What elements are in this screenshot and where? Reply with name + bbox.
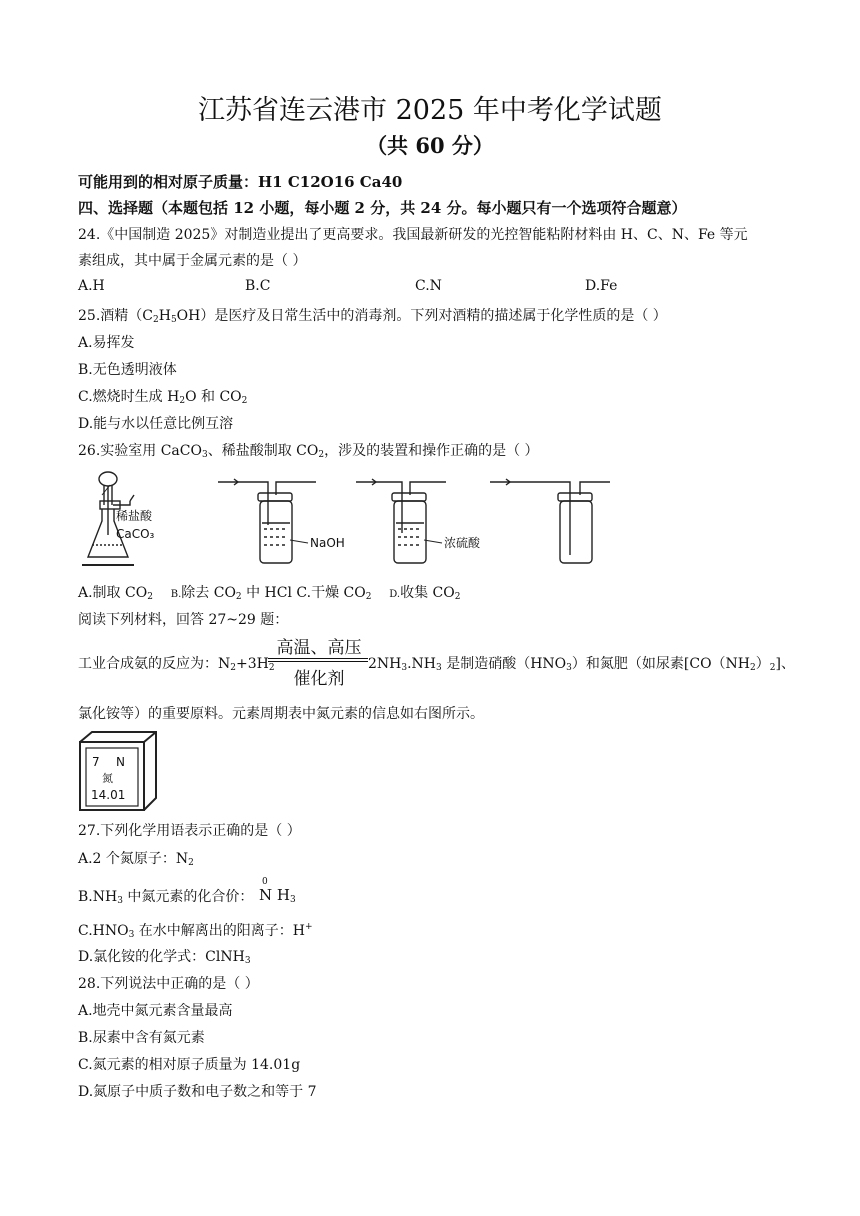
section-header: 四、选择题（本题包括 12 小题，每小题 2 分，共 24 分。每小题只有一个选项符合题意）	[78, 199, 687, 217]
q28-option-a: A.地壳中氮元素含量最高	[78, 1003, 233, 1019]
q28-option-c: C.氮元素的相对原子质量为 14.01g	[78, 1057, 301, 1073]
reading-intro: 阅读下列材料，回答 27~29 题：	[78, 612, 289, 628]
bottle-d	[510, 482, 610, 563]
condition-line-2	[268, 661, 368, 662]
q25-stem: 25.酒精$(C_2H_5OH)$是医疗及日常生活中的消毒剂。下列对酒精的描述属于化学性质的是（ ）	[78, 308, 667, 325]
q27-stem: 27.下列化学用语表示正确的是（ ）	[78, 823, 301, 839]
q28-option-b: B.尿素中含有氮元素	[78, 1030, 205, 1046]
q25-option-b: B.无色透明液体	[78, 362, 177, 378]
q27-option-a: A.2 个氮原子：$N_2$	[78, 851, 194, 868]
label-acid: 稀盐酸	[116, 509, 153, 523]
q27-option-b: $B.NH_3$ 中氮元素的化合价：	[78, 889, 254, 906]
q26-stem: 26.实验室用 CaCO$_3$、稀盐酸制取 $CO_2$，涉及的装置和操作正确的是（ ）	[78, 443, 539, 460]
bottle-b	[238, 482, 316, 563]
element-number: 7	[92, 755, 100, 769]
page-title: 江苏省连云港市 2025 年中考化学试题	[198, 95, 662, 126]
q25-option-a: A.易挥发	[78, 335, 135, 351]
nitrogen-element-card	[78, 730, 158, 812]
page-subtitle: （共 60 分）	[366, 133, 494, 158]
q26-options: A.制取 $CO_2$ B.除去 $CO_2$ 中 HCl C.干燥 $CO_2$ D.收集 $CO_2$	[78, 585, 461, 602]
label-h2so4: 浓硫酸	[444, 536, 481, 550]
q24-option-d: D.Fe	[585, 278, 618, 294]
q24-option-b: B.C	[245, 278, 271, 294]
label-naoh: NaOH	[310, 536, 345, 550]
q26-apparatus-figure	[80, 465, 620, 575]
q27-valence-mark: 0	[262, 877, 268, 887]
q27-option-d: D.氯化铵的化学式：ClNH$_3$	[78, 949, 251, 966]
q28-option-d: D.氮原子中质子数和电子数之和等于 7	[78, 1084, 317, 1100]
q27-formula: N $H_3$	[259, 886, 296, 905]
condition-top: 高温、高压	[276, 638, 362, 658]
q24-option-a: A.H	[78, 278, 105, 294]
label-solid: CaCO₃	[116, 527, 155, 541]
material-line2: 氯化铵等）的重要原料。元素周期表中氮元素的信息如右图所示。	[78, 706, 484, 722]
q25-option-d: D.能与水以任意比例互溶	[78, 416, 234, 432]
element-symbol: N	[116, 755, 125, 769]
q27-option-c: $C.HNO_3$ 在水中解离出的阳离子：H+	[78, 922, 313, 940]
atomic-mass-line: 可能用到的相对原子质量：H1 C12O16 Ca40	[78, 173, 403, 191]
q25-option-c: C.燃烧时生成 $H_2O$ 和 $CO_2$	[78, 389, 248, 406]
element-mass: 14.01	[91, 788, 126, 802]
q24-stem-line1: 24.《中国制造 2025》对制造业提出了更高要求。我国最新研发的光控智能粘附材料由 H、C、N、Fe 等元	[78, 227, 748, 243]
equation-right: $2NH_3.NH_3$ 是制造硝酸$(HNO_3)$和氮肥（如尿素$[CO(NH_2)_2]$、	[368, 656, 795, 673]
q24-option-c: C.N	[415, 278, 442, 294]
q28-stem: 28.下列说法中正确的是（ ）	[78, 976, 259, 992]
element-name: 氮	[102, 772, 113, 785]
condition-bottom: 催化剂	[293, 669, 345, 689]
condition-line-1	[268, 658, 368, 659]
q24-stem-line2: 素组成，其中属于金属元素的是（ ）	[78, 253, 307, 269]
equation-left: 工业合成氨的反应为：$N_2+3H_2$	[78, 656, 275, 673]
bottle-c	[376, 482, 446, 563]
